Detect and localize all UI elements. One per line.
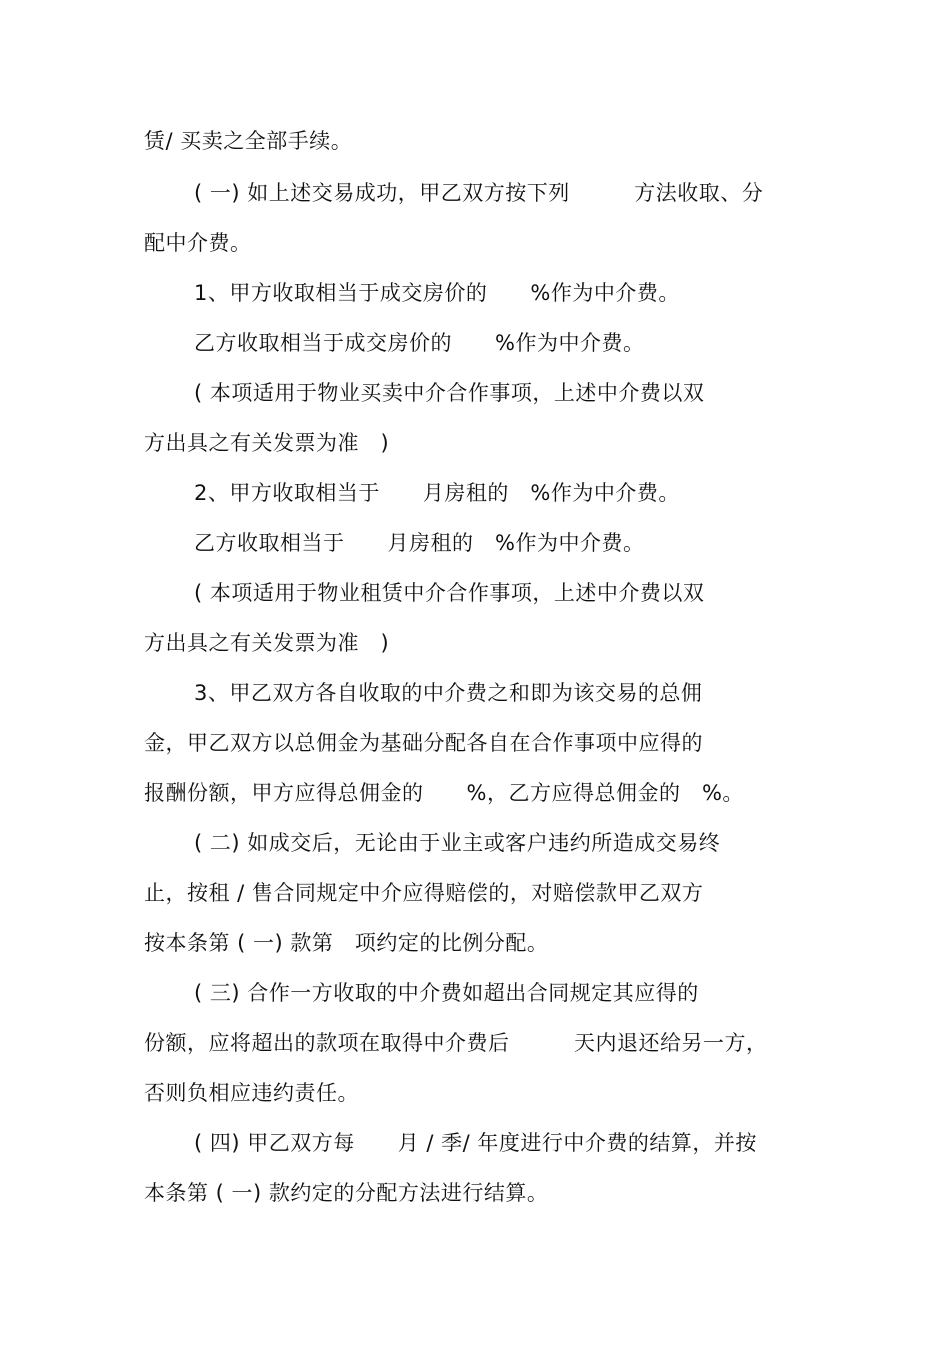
text-line-15: ( 二) 如成交后，无论由于业主或客户违约所造成交易终: [194, 831, 721, 855]
text-line-19: 份额，应将超出的款项在取得中介费后 天内退还给另一方，: [144, 1031, 768, 1055]
text-line-1: 赁/ 买卖之全部手续。: [144, 129, 353, 153]
text-line-11: 方出具之有关发票为准 ): [144, 631, 390, 655]
text-line-9: 乙方收取相当于 月房租的 %作为中介费。: [194, 531, 645, 555]
text-line-21: ( 四) 甲乙双方每 月 / 季/ 年度进行中介费的结算，并按: [194, 1131, 757, 1155]
text-line-17: 按本条第 ( 一) 款第 项约定的比例分配。: [144, 931, 549, 955]
text-line-6: ( 本项适用于物业买卖中介合作事项，上述中介费以双: [194, 381, 705, 405]
text-line-2: ( 一) 如上述交易成功，甲乙双方按下列 方法收取、分: [194, 181, 764, 205]
text-line-10: ( 本项适用于物业租赁中介合作事项，上述中介费以双: [194, 581, 705, 605]
text-line-7: 方出具之有关发票为准 ): [144, 431, 390, 455]
text-line-22: 本条第 ( 一) 款约定的分配方法进行结算。: [144, 1181, 549, 1205]
text-line-5: 乙方收取相当于成交房价的 %作为中介费。: [194, 331, 645, 355]
text-line-12: 3、甲乙双方各自收取的中介费之和即为该交易的总佣: [194, 681, 703, 705]
text-line-4: 1、甲方收取相当于成交房价的 %作为中介费。: [194, 281, 680, 305]
text-line-13: 金，甲乙双方以总佣金为基础分配各自在合作事项中应得的: [144, 731, 703, 755]
text-line-16: 止，按租 / 售合同规定中介应得赔偿的，对赔偿款甲乙双方: [144, 881, 704, 905]
text-line-20: 否则负相应违约责任。: [144, 1081, 359, 1105]
text-line-8: 2、甲方收取相当于 月房租的 %作为中介费。: [194, 481, 680, 505]
text-line-14: 报酬份额，甲方应得总佣金的 %，乙方应得总佣金的 %。: [144, 781, 744, 805]
text-line-3: 配中介费。: [144, 231, 252, 255]
text-line-18: ( 三) 合作一方收取的中介费如超出合同规定其应得的: [194, 981, 699, 1005]
